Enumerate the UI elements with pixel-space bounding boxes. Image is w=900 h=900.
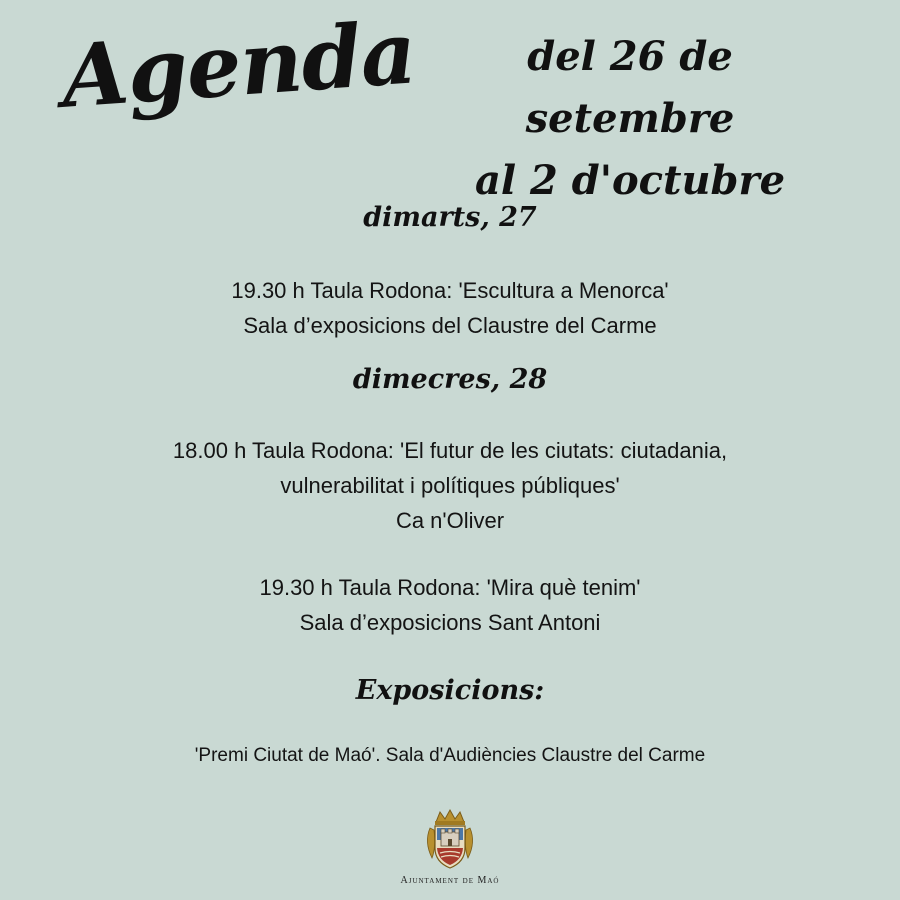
event-line: 19.30 h Taula Rodona: 'Mira què tenim': [259, 575, 641, 600]
date-range-end: al 2 d'octubre: [474, 157, 786, 204]
exhibition-item: 'Premi Ciutat de Maó'. Sala d'Audiències Claustre del Carme: [194, 745, 706, 766]
event-line: 18.00 h Taula Rodona: 'El futur de les ciutats: ciutadania,: [172, 438, 728, 463]
date-range-start: del 26 de setembre: [525, 33, 735, 142]
city-council-label: Ajuntament de Maó: [400, 875, 500, 886]
day-heading-tuesday: dimarts, 27: [363, 202, 537, 233]
event-line: 19.30 h Taula Rodona: 'Escultura a Menorca': [231, 278, 669, 303]
event-wednesday-1: [0, 433, 900, 538]
event-line: Ca n'Oliver: [395, 508, 505, 533]
event-line: Sala d’exposicions Sant Antoni: [299, 610, 601, 635]
exhibitions-heading: Exposicions:: [355, 675, 545, 706]
event-line: Sala d’exposicions del Claustre del Carme: [243, 313, 657, 338]
city-council-footer: [350, 808, 550, 898]
day-heading-wednesday: dimecres, 28: [352, 364, 548, 395]
event-line: vulnerabilitat i polítiques públiques': [280, 473, 620, 498]
event-tuesday-1: [0, 273, 900, 343]
agenda-title: Agenda: [58, 2, 419, 128]
municipal-crest-icon: [420, 808, 480, 870]
event-wednesday-2: [0, 570, 900, 640]
date-range: [440, 26, 820, 212]
